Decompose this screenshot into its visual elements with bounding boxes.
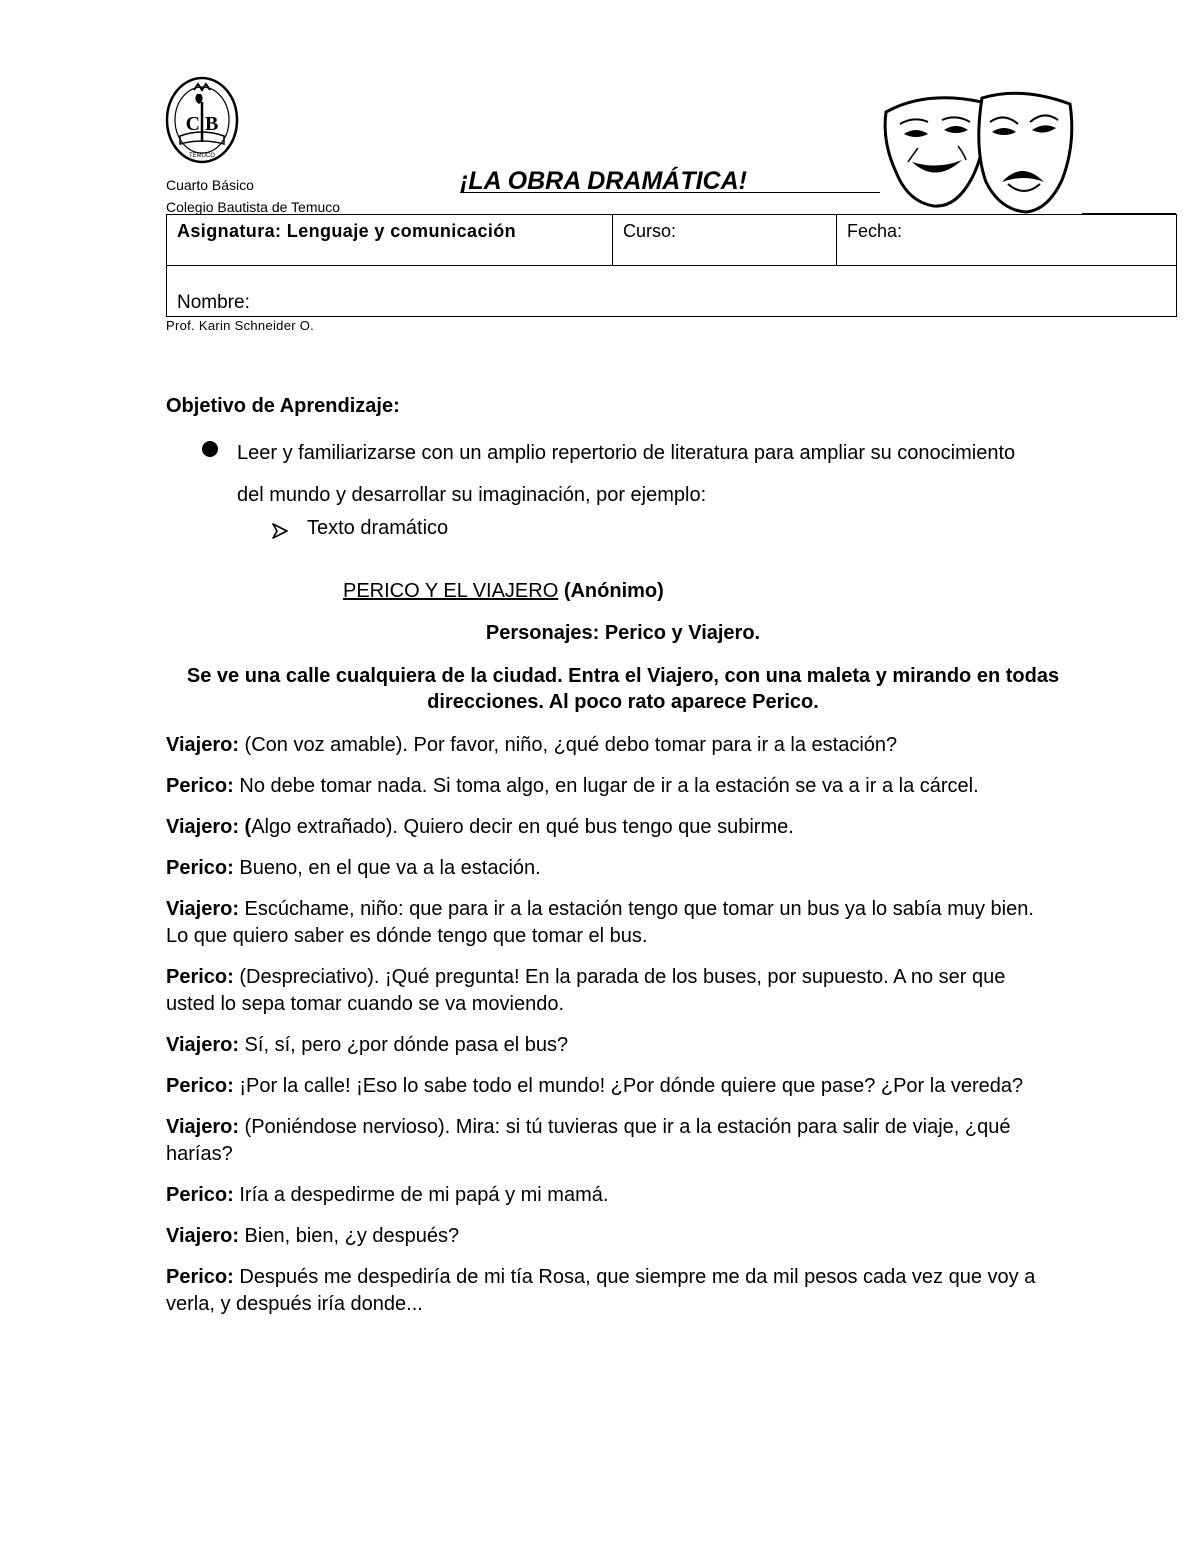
speaker-name: Perico: (166, 1266, 234, 1288)
speaker-name: Viajero: (166, 1116, 239, 1138)
grade-label: Cuarto Básico (166, 177, 254, 193)
dialogue-line (166, 814, 1046, 841)
school-logo (164, 76, 240, 166)
speaker-name: Viajero: (166, 898, 239, 920)
dialogue-line (166, 855, 1046, 882)
objective-sub-item: Texto dramático (307, 517, 449, 539)
teacher-name: Prof. Karin Schneider O. (166, 318, 315, 333)
objective-text: Leer y familiarizarse con un amplio repertorio de literatura para ampliar su conocimiento del mundo y desarrollar su imaginación, por ejemplo: (237, 442, 1016, 506)
dialogue-line (166, 1264, 1046, 1318)
arrow-bullet-icon (272, 523, 288, 539)
date-label: Fecha: (847, 221, 903, 241)
speaker-name: Perico: (166, 857, 234, 879)
play-title (343, 580, 664, 603)
bullet-icon (202, 441, 218, 457)
course-label: Curso: (623, 221, 677, 241)
speaker-name: Perico: (166, 1184, 234, 1206)
name-field[interactable] (167, 266, 1177, 317)
speaker-name: Viajero: ( (166, 816, 252, 838)
line-text: No debe tomar nada. Si toma algo, en lugar de ir a la estación se va a ir a la cárcel. (233, 775, 979, 797)
dialogue-line (166, 1073, 1046, 1100)
line-text: ¡Por la calle! ¡Eso lo sabe todo el mundo! ¿Por dónde quiere que pase? ¿Por la vereda? (233, 1075, 1024, 1097)
line-text: Bien, bien, ¿y después? (239, 1225, 460, 1247)
speaker-name: Perico: (166, 966, 234, 988)
line-text: Algo extrañado). Quiero decir en qué bus tengo que subirme. (251, 816, 794, 838)
school-name: Colegio Bautista de Temuco (166, 199, 341, 215)
dialogue-line (166, 1032, 1046, 1059)
line-text: Bueno, en el que va a la estación. (233, 857, 541, 879)
dialogue-line (166, 1114, 1046, 1168)
subject-label: Asignatura: Lenguaje y comunicación (177, 221, 517, 241)
dialogue-line (166, 964, 1046, 1018)
subject-cell (167, 215, 613, 266)
line-text: Iría a despedirme de mi papá y mi mamá. (233, 1184, 609, 1206)
dialogue-line (166, 1223, 1046, 1250)
dialogue (166, 732, 1046, 1332)
name-label: Nombre: (177, 292, 250, 313)
speaker-name: Perico: (166, 1075, 234, 1097)
play-title-text: PERICO Y EL VIAJERO (343, 580, 559, 602)
line-text: (Con voz amable). Por favor, niño, ¿qué debo tomar para ir a la estación? (239, 734, 898, 756)
logo-bottom-text: TEMUCO (189, 153, 215, 159)
line-text: Después me despediría de mi tía Rosa, que siempre me da mil pesos cada vez que voy a verla, y después iría donde... (166, 1266, 1036, 1315)
speaker-name: Viajero: (166, 734, 239, 756)
line-text: (Despreciativo). ¡Qué pregunta! En la parada de los buses, por supuesto. A no ser que usted lo sepa tomar cuando se va moviendo. (166, 966, 1006, 1015)
line-text: Sí, sí, pero ¿por dónde pasa el bus? (239, 1034, 569, 1056)
objective-heading: Objetivo de Aprendizaje: (166, 395, 400, 417)
dialogue-line (166, 896, 1046, 950)
speaker-name: Perico: (166, 775, 234, 797)
dialogue-line (166, 1182, 1046, 1209)
date-field[interactable] (837, 215, 1177, 266)
stage-direction: Se ve una calle cualquiera de la ciudad. Entra el Viajero, con una maleta y mirando en todas direcciones. Al poco rato aparece Perico. (186, 665, 1060, 713)
line-text: Escúchame, niño: que para ir a la estación tengo que tomar un bus ya lo sabía muy bien. Lo que quiero saber es dónde tengo que tomar el bus. (166, 898, 1034, 947)
speaker-name: Viajero: (166, 1034, 239, 1056)
speaker-name: Viajero: (166, 1225, 239, 1247)
student-info-table (166, 214, 1177, 317)
play-author: (Anónimo) (563, 580, 664, 602)
logo-letters: C B (185, 113, 219, 135)
dialogue-line (166, 773, 1046, 800)
page-title: ¡LA OBRA DRAMÁTICA! (460, 167, 747, 195)
title-underline (460, 192, 880, 193)
line-text: (Poniéndose nervioso). Mira: si tú tuvieras que ir a la estación para salir de viaje, ¿qué harías? (166, 1116, 1011, 1165)
play-characters: Personajes: Perico y Viajero. (485, 622, 761, 644)
theater-masks-icon (878, 84, 1078, 216)
course-field[interactable] (613, 215, 837, 266)
dialogue-line (166, 732, 1046, 759)
